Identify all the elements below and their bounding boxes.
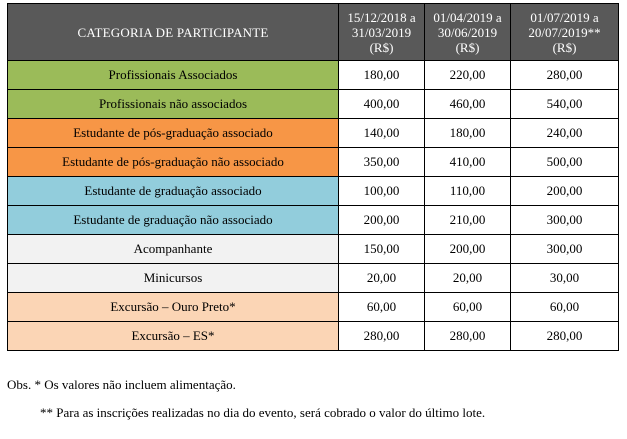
price-cell: 30,00 bbox=[511, 264, 619, 293]
table-row bbox=[8, 322, 619, 351]
price-cell: 240,00 bbox=[511, 119, 619, 148]
category-cell: Estudante de graduação não associado bbox=[8, 206, 339, 235]
fee-table bbox=[7, 3, 619, 351]
table-row bbox=[8, 148, 619, 177]
period-2-line2: 30/06/2019 bbox=[437, 24, 498, 40]
period-header-3 bbox=[511, 4, 619, 61]
price-cell: 410,00 bbox=[425, 148, 511, 177]
price-cell: 20,00 bbox=[339, 264, 425, 293]
price-cell: 280,00 bbox=[511, 61, 619, 90]
table-row bbox=[8, 264, 619, 293]
price-cell: 60,00 bbox=[511, 293, 619, 322]
price-cell: 280,00 bbox=[511, 322, 619, 351]
price-cell: 300,00 bbox=[511, 235, 619, 264]
table-row bbox=[8, 61, 619, 90]
header-row bbox=[8, 4, 619, 61]
fee-table-header bbox=[8, 4, 619, 61]
price-cell: 460,00 bbox=[425, 90, 511, 119]
price-cell: 300,00 bbox=[511, 206, 619, 235]
period-header-2 bbox=[425, 4, 511, 61]
category-cell: Excursão – Ouro Preto* bbox=[8, 293, 339, 322]
price-cell: 140,00 bbox=[339, 119, 425, 148]
table-row bbox=[8, 293, 619, 322]
price-cell: 60,00 bbox=[425, 293, 511, 322]
category-cell: Estudante de pós-graduação associado bbox=[8, 119, 339, 148]
price-cell: 280,00 bbox=[425, 322, 511, 351]
price-cell: 100,00 bbox=[339, 177, 425, 206]
category-cell: Profissionais não associados bbox=[8, 90, 339, 119]
price-cell: 150,00 bbox=[339, 235, 425, 264]
period-2-line1: 01/04/2019 a bbox=[433, 9, 502, 25]
price-cell: 200,00 bbox=[511, 177, 619, 206]
table-row bbox=[8, 206, 619, 235]
price-cell: 540,00 bbox=[511, 90, 619, 119]
price-cell: 110,00 bbox=[425, 177, 511, 206]
price-cell: 200,00 bbox=[425, 235, 511, 264]
period-3-line2: 20/07/2019** bbox=[528, 24, 601, 40]
table-row bbox=[8, 235, 619, 264]
period-3-currency: (R$) bbox=[552, 39, 577, 55]
price-cell: 180,00 bbox=[425, 119, 511, 148]
last-lot-note: ** Para as inscrições realizadas no dia do evento, será cobrado o valor do último lote. bbox=[40, 405, 486, 420]
category-cell: Profissionais Associados bbox=[8, 61, 339, 90]
period-1-currency: (R$) bbox=[369, 39, 394, 55]
price-cell: 280,00 bbox=[339, 322, 425, 351]
category-cell: Estudante de graduação associado bbox=[8, 177, 339, 206]
category-cell: Estudante de pós-graduação não associado bbox=[8, 148, 339, 177]
period-1-line1: 15/12/2018 a bbox=[347, 9, 416, 25]
price-cell: 500,00 bbox=[511, 148, 619, 177]
category-cell: Excursão – ES* bbox=[8, 322, 339, 351]
period-1-line2: 31/03/2019 bbox=[351, 24, 412, 40]
table-row bbox=[8, 119, 619, 148]
fee-table-body bbox=[8, 61, 619, 351]
price-cell: 200,00 bbox=[339, 206, 425, 235]
category-header: CATEGORIA DE PARTICIPANTE bbox=[8, 4, 339, 61]
price-cell: 400,00 bbox=[339, 90, 425, 119]
period-header-1 bbox=[339, 4, 425, 61]
price-cell: 210,00 bbox=[425, 206, 511, 235]
obs-note: Obs. * Os valores não incluem alimentação. bbox=[7, 377, 236, 392]
price-cell: 350,00 bbox=[339, 148, 425, 177]
price-cell: 20,00 bbox=[425, 264, 511, 293]
category-cell: Minicursos bbox=[8, 264, 339, 293]
period-3-line1: 01/07/2019 a bbox=[530, 9, 599, 25]
category-cell: Acompanhante bbox=[8, 235, 339, 264]
table-row bbox=[8, 177, 619, 206]
price-cell: 60,00 bbox=[339, 293, 425, 322]
period-2-currency: (R$) bbox=[455, 39, 480, 55]
price-cell: 220,00 bbox=[425, 61, 511, 90]
table-row bbox=[8, 90, 619, 119]
price-cell: 180,00 bbox=[339, 61, 425, 90]
